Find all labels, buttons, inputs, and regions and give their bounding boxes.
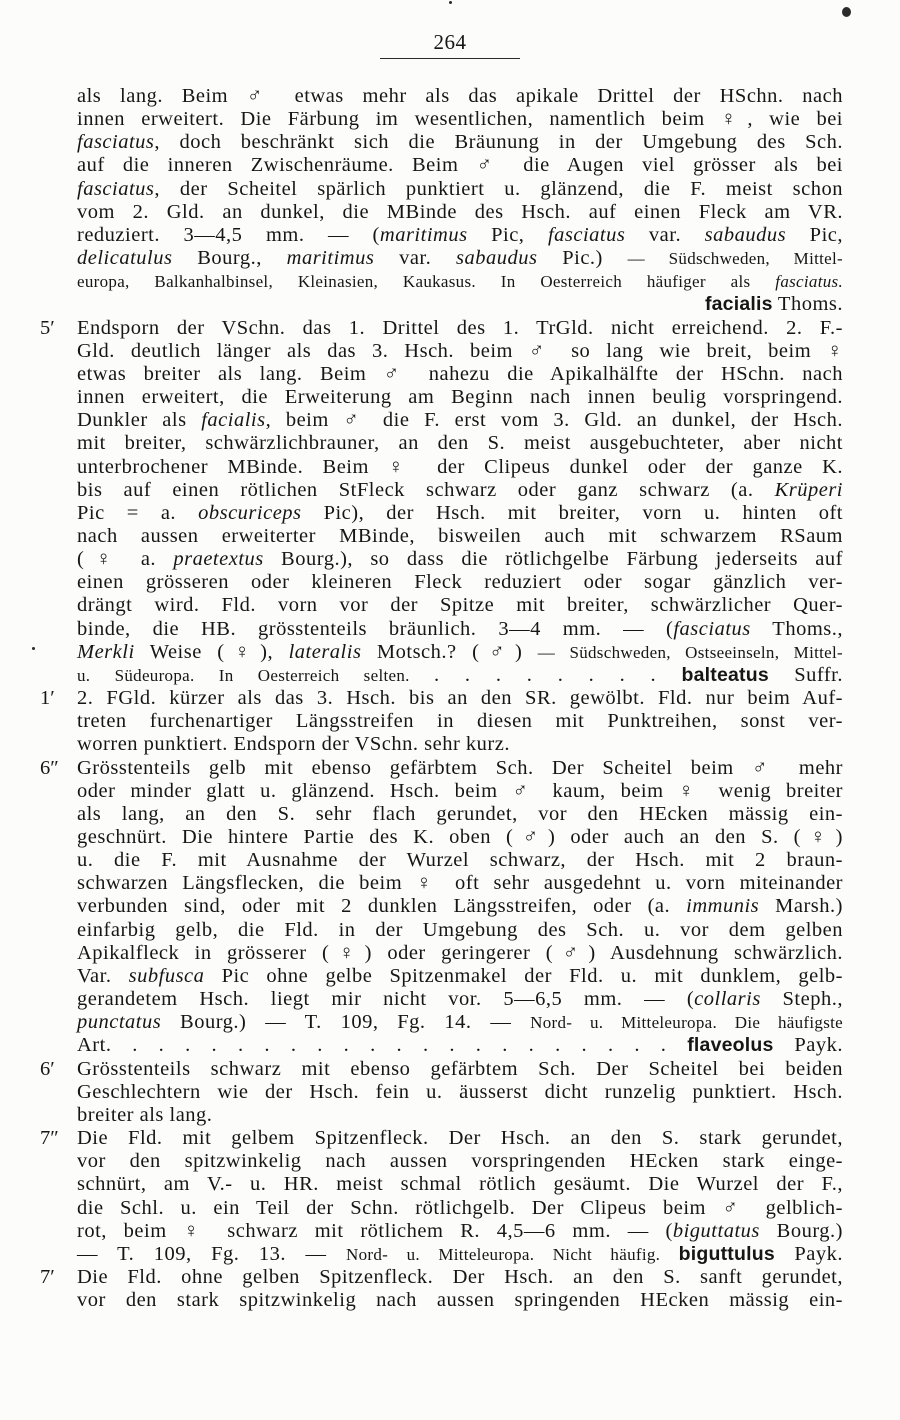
page-number: 264	[433, 30, 467, 54]
text-line	[77, 1289, 843, 1312]
text-line	[77, 826, 843, 849]
text-line	[77, 479, 843, 502]
text-run: vom 2. Gld. an dunkel, die MBinde des Hsch. auf einen Fleck am VR.	[77, 200, 843, 223]
text-line	[40, 316, 843, 340]
text-line	[77, 270, 843, 293]
text-run: einfarbig gelb, die Fld. in der Umgebung des Sch. u. vor dem gelben	[77, 918, 843, 941]
text-run: Pic.)	[537, 247, 628, 270]
text-run: verbunden sind, oder mit 2 dunklen Längsstreifen, oder (a.	[77, 895, 687, 918]
text-line	[77, 1220, 843, 1243]
italic-taxon: obscuriceps	[198, 501, 302, 524]
text-run: 2. FGld. kürzer als das 3. Hsch. bis an den SR. gewölbt. Fld. nur beim Auf-	[77, 687, 843, 710]
italic-taxon: maritimus	[286, 247, 375, 270]
text-run: Grösstenteils gelb mit ebenso gefärbtem Sch. Der Scheitel beim ♂ mehr	[77, 756, 843, 779]
italic-taxon: maritimus	[379, 223, 468, 246]
couplet-number: 1′	[40, 687, 55, 710]
text-line	[77, 618, 843, 641]
text-line	[77, 85, 843, 108]
text-line	[77, 154, 843, 177]
text-run: innen erweitert, die Erweiterung am Beginn nach innen beulig vorspringend.	[77, 386, 843, 409]
text-run: Die Fld. ohne gelben Spitzenfleck. Der Hsch. an den S. sanft gerundet,	[77, 1265, 843, 1288]
text-run: rot, beim ♀ schwarz mit rötlichem R. 4,5—6 mm. — (	[77, 1219, 673, 1242]
text-run: Payk.	[773, 1034, 844, 1057]
text-run: Pic,	[467, 223, 548, 246]
text-line	[77, 942, 843, 965]
text-line	[77, 201, 843, 224]
text-line	[77, 293, 843, 316]
text-line	[77, 525, 843, 548]
text-line	[77, 1034, 843, 1057]
text-run: innen erweitert. Die Färbung im wesentlichen, namentlich beim ♀, wie bei	[77, 108, 843, 131]
text-run: Thoms.	[772, 293, 843, 316]
text-run: Bourg.,	[172, 247, 287, 270]
text-run: drängt wird. Fld. vorn vor der Spitze mit breiter, schwärzlicher Quer-	[77, 594, 843, 617]
text-line	[77, 502, 843, 525]
text-line	[77, 872, 843, 895]
text-run: mit breiter, schwärzlichbrauner, an den S. meist ausgebuchteter, aber nicht	[77, 432, 843, 455]
couplet-number: 5′	[40, 316, 55, 339]
text-run: Weise (♀),	[134, 640, 289, 663]
text-line	[77, 710, 843, 733]
text-line	[77, 1104, 843, 1127]
text-run: worren punktiert. Endsporn der VSchn. sehr kurz.	[77, 733, 510, 756]
text-line	[77, 733, 843, 756]
text-line	[77, 340, 843, 363]
text-line	[77, 965, 843, 988]
text-run: einen grösseren oder kleineren Fleck reduziert oder sogar gänzlich ver-	[77, 571, 843, 594]
text-run: var.	[625, 223, 705, 246]
text-line	[77, 386, 843, 409]
text-body	[40, 85, 844, 1312]
couplet-number: 7′	[40, 1265, 55, 1288]
text-line	[77, 548, 843, 571]
italic-taxon: lateralis	[288, 640, 362, 663]
text-run: Pic ohne gelbe Spitzenmakel der Fld. u. mit dunklem, gelb-	[204, 964, 843, 987]
text-run: reduziert. 3—4,5 mm. — (	[77, 223, 380, 246]
text-line	[77, 1197, 843, 1220]
text-run: gerandetem Hsch. liegt mir nicht vor. 5—6,5 mm. — (	[77, 988, 695, 1011]
italic-taxon: fasciatus	[77, 131, 155, 154]
text-line	[77, 224, 843, 247]
text-line	[77, 919, 843, 942]
text-line	[77, 178, 843, 201]
text-run: — T. 109, Fg. 13. —	[77, 1242, 347, 1265]
small-text: Nord- u. Mitteleuropa. Die häufigste	[530, 1013, 843, 1033]
small-text: — Südschweden, Ostseeinseln, Mittel-	[537, 642, 843, 662]
small-text: u. Südeuropa. In Oesterreich selten.	[77, 665, 434, 685]
species-name: facialis	[704, 293, 773, 316]
italic-taxon: immunis	[686, 895, 760, 918]
italic-taxon: subfusca	[128, 964, 205, 987]
couplet-number: 6′	[40, 1057, 55, 1080]
text-run: die Schl. u. ein Teil der Schn. rötlichgelb. Der Clipeus beim ♂ gelblich-	[77, 1196, 843, 1219]
text-run: (♀ a.	[77, 548, 174, 571]
text-line	[77, 803, 843, 826]
text-line	[77, 108, 843, 131]
text-line	[77, 664, 843, 687]
text-run: geschnürt. Die hintere Partie des K. oben (♂) oder auch an den S. (♀)	[77, 826, 843, 848]
text-run: Pic), der Hsch. mit breiter, vorn u. hinten oft	[301, 501, 843, 524]
italic-taxon: sabaudus	[456, 247, 538, 270]
scan-speck	[449, 1, 452, 4]
text-run: , doch beschränkt sich die Bräunung in der Umgebung des Sch.	[154, 131, 843, 154]
text-run: Suffr.	[768, 663, 843, 686]
text-run: binde, die HB. grösstenteils bräunlich. 3—4 mm. — (	[77, 617, 674, 640]
text-run: Bourg.)	[759, 1219, 843, 1242]
italic-taxon: fasciatus	[77, 177, 155, 200]
text-line	[40, 1127, 843, 1150]
text-run: schnürt, am V.- u. HR. meist schmal rötlich gesäumt. Die Wurzel der F.,	[77, 1173, 843, 1196]
italic-taxon: sabaudus	[704, 223, 787, 246]
text-line	[77, 409, 843, 432]
species-name: flaveolus	[687, 1034, 774, 1057]
text-line	[77, 363, 843, 386]
species-name: balteatus	[681, 663, 769, 686]
text-run: Steph.,	[760, 988, 843, 1011]
text-line	[40, 1057, 843, 1081]
text-line	[77, 1011, 843, 1034]
text-line	[77, 247, 843, 270]
text-run: Bourg.), so dass die rötlichgelbe Färbung jederseits auf	[263, 548, 843, 571]
text-run: schwarzen Längsflecken, die beim ♀ oft sehr ausgedehnt u. vorn miteinander	[77, 872, 843, 895]
scan-speck	[32, 647, 35, 650]
text-line	[40, 1265, 843, 1289]
text-run: Geschlechtern wie der Hsch. fein u. äusserst dicht runzelig punktiert. Hsch.	[77, 1080, 843, 1103]
text-run: treten furchenartiger Längsstreifen in diesen mit Punktreihen, sonst ver-	[77, 710, 843, 733]
text-run: , der Scheitel spärlich punktiert u. glänzend, die F. meist schon	[154, 177, 843, 200]
text-run: Apikalfleck in grösserer (♀) oder geringerer (♂) Ausdehnung schwärzlich.	[77, 941, 843, 964]
text-line	[77, 131, 843, 154]
text-run: , beim ♂ die F. erst vom 3. Gld. an dunkel, der Hsch.	[265, 409, 843, 432]
text-run: Pic = a.	[77, 501, 199, 524]
text-run: Payk.	[774, 1242, 844, 1265]
text-run: auf die inneren Zwischenräume. Beim ♂ die Augen viel grösser als bei	[77, 154, 843, 177]
text-line	[77, 988, 843, 1011]
text-run: u. die F. mit Ausnahme der Wurzel schwarz, der Hsch. mit 2 braun-	[77, 849, 843, 872]
couplet-number: 7″	[40, 1127, 59, 1150]
small-text: Nord- u. Mitteleuropa. Nicht häufig.	[346, 1244, 679, 1264]
text-run: Bourg.) — T. 109, Fg. 14. —	[161, 1011, 531, 1034]
italic-taxon: facialis	[201, 409, 266, 432]
text-run: breiter als lang.	[77, 1103, 213, 1126]
text-line	[77, 432, 843, 455]
couplet-number: 6″	[40, 756, 59, 779]
text-run: als lang, an den S. sehr flach gerundet, vor den HEcken mässig ein-	[77, 802, 843, 825]
text-line	[40, 756, 843, 780]
text-line	[40, 687, 843, 710]
text-run: Art. . . . . . . . . . . . . . . . . . . . . .	[77, 1034, 688, 1057]
text-run: nach aussen erweiterter MBinde, bisweilen auch mit schwarzem RSaum	[77, 524, 843, 547]
italic-taxon: fasciatus	[547, 223, 626, 246]
small-text: europa, Balkanhalbinsel, Kleinasien, Kaukasus. In Oesterreich häufiger als	[77, 272, 776, 292]
italic-taxon: fasciatus	[673, 617, 751, 640]
text-run: Pic,	[786, 223, 843, 246]
text-run: bis auf einen rötlichen StFleck schwarz oder ganz schwarz (a.	[77, 478, 775, 501]
text-run: Endsporn der VSchn. das 1. Drittel des 1. TrGld. nicht erreichend. 2. F.-	[77, 316, 843, 339]
text-line	[77, 1150, 843, 1173]
small-italic-text: fasciatus.	[775, 272, 843, 292]
scan-speck	[842, 7, 851, 17]
italic-taxon: Merkli	[77, 640, 135, 663]
text-line	[77, 594, 843, 617]
text-run: etwas breiter als lang. Beim ♂ nahezu die Apikalhälfte der HSchn. nach	[77, 362, 843, 385]
small-text: — Südschweden, Mittel-	[627, 249, 843, 269]
text-run: Marsh.)	[759, 895, 843, 918]
species-name: biguttulus	[678, 1242, 775, 1265]
text-line	[77, 1081, 843, 1104]
text-run: var.	[374, 247, 456, 270]
text-line	[77, 1173, 843, 1196]
italic-taxon: delicatulus	[77, 247, 173, 270]
text-line	[77, 849, 843, 872]
italic-taxon: Krüperi	[774, 478, 843, 501]
italic-taxon: praetextus	[173, 548, 264, 571]
text-run: unterbrochener MBinde. Beim ♀ der Clipeus dunkel oder der ganze K.	[77, 455, 843, 478]
text-line	[77, 456, 843, 479]
text-line	[77, 1243, 843, 1266]
text-run: vor den spitzwinkelig nach aussen vorspringenden HEcken stark einge-	[77, 1150, 843, 1173]
text-run: als lang. Beim ♂ etwas mehr als das apikale Drittel der HSchn. nach	[77, 85, 843, 107]
text-run: Die Fld. mit gelbem Spitzenfleck. Der Hsch. an den S. stark gerundet,	[77, 1127, 843, 1150]
text-run: vor den stark spitzwinkelig nach aussen springenden HEcken mässig ein-	[77, 1289, 843, 1312]
text-run: oder minder glatt u. glänzend. Hsch. beim ♂ kaum, beim ♀ wenig breiter	[77, 779, 843, 802]
text-run: Dunkler als	[77, 409, 202, 432]
text-run: Thoms.,	[750, 617, 843, 640]
text-line	[77, 641, 843, 664]
text-run: Motsch.? (♂)	[361, 640, 538, 663]
text-run: . . . . . . . .	[433, 663, 682, 686]
text-line	[77, 571, 843, 594]
text-run: Gld. deutlich länger als das 3. Hsch. beim ♂ so lang wie breit, beim ♀	[77, 339, 843, 362]
italic-taxon: collaris	[694, 988, 761, 1011]
italic-taxon: biguttatus	[672, 1219, 760, 1242]
text-line	[77, 895, 843, 918]
italic-taxon: punctatus	[77, 1011, 162, 1034]
text-run: Var.	[77, 964, 129, 987]
text-line	[77, 780, 843, 803]
text-run: Grösstenteils schwarz mit ebenso gefärbtem Sch. Der Scheitel bei beiden	[77, 1057, 843, 1080]
header-rule	[380, 58, 520, 59]
